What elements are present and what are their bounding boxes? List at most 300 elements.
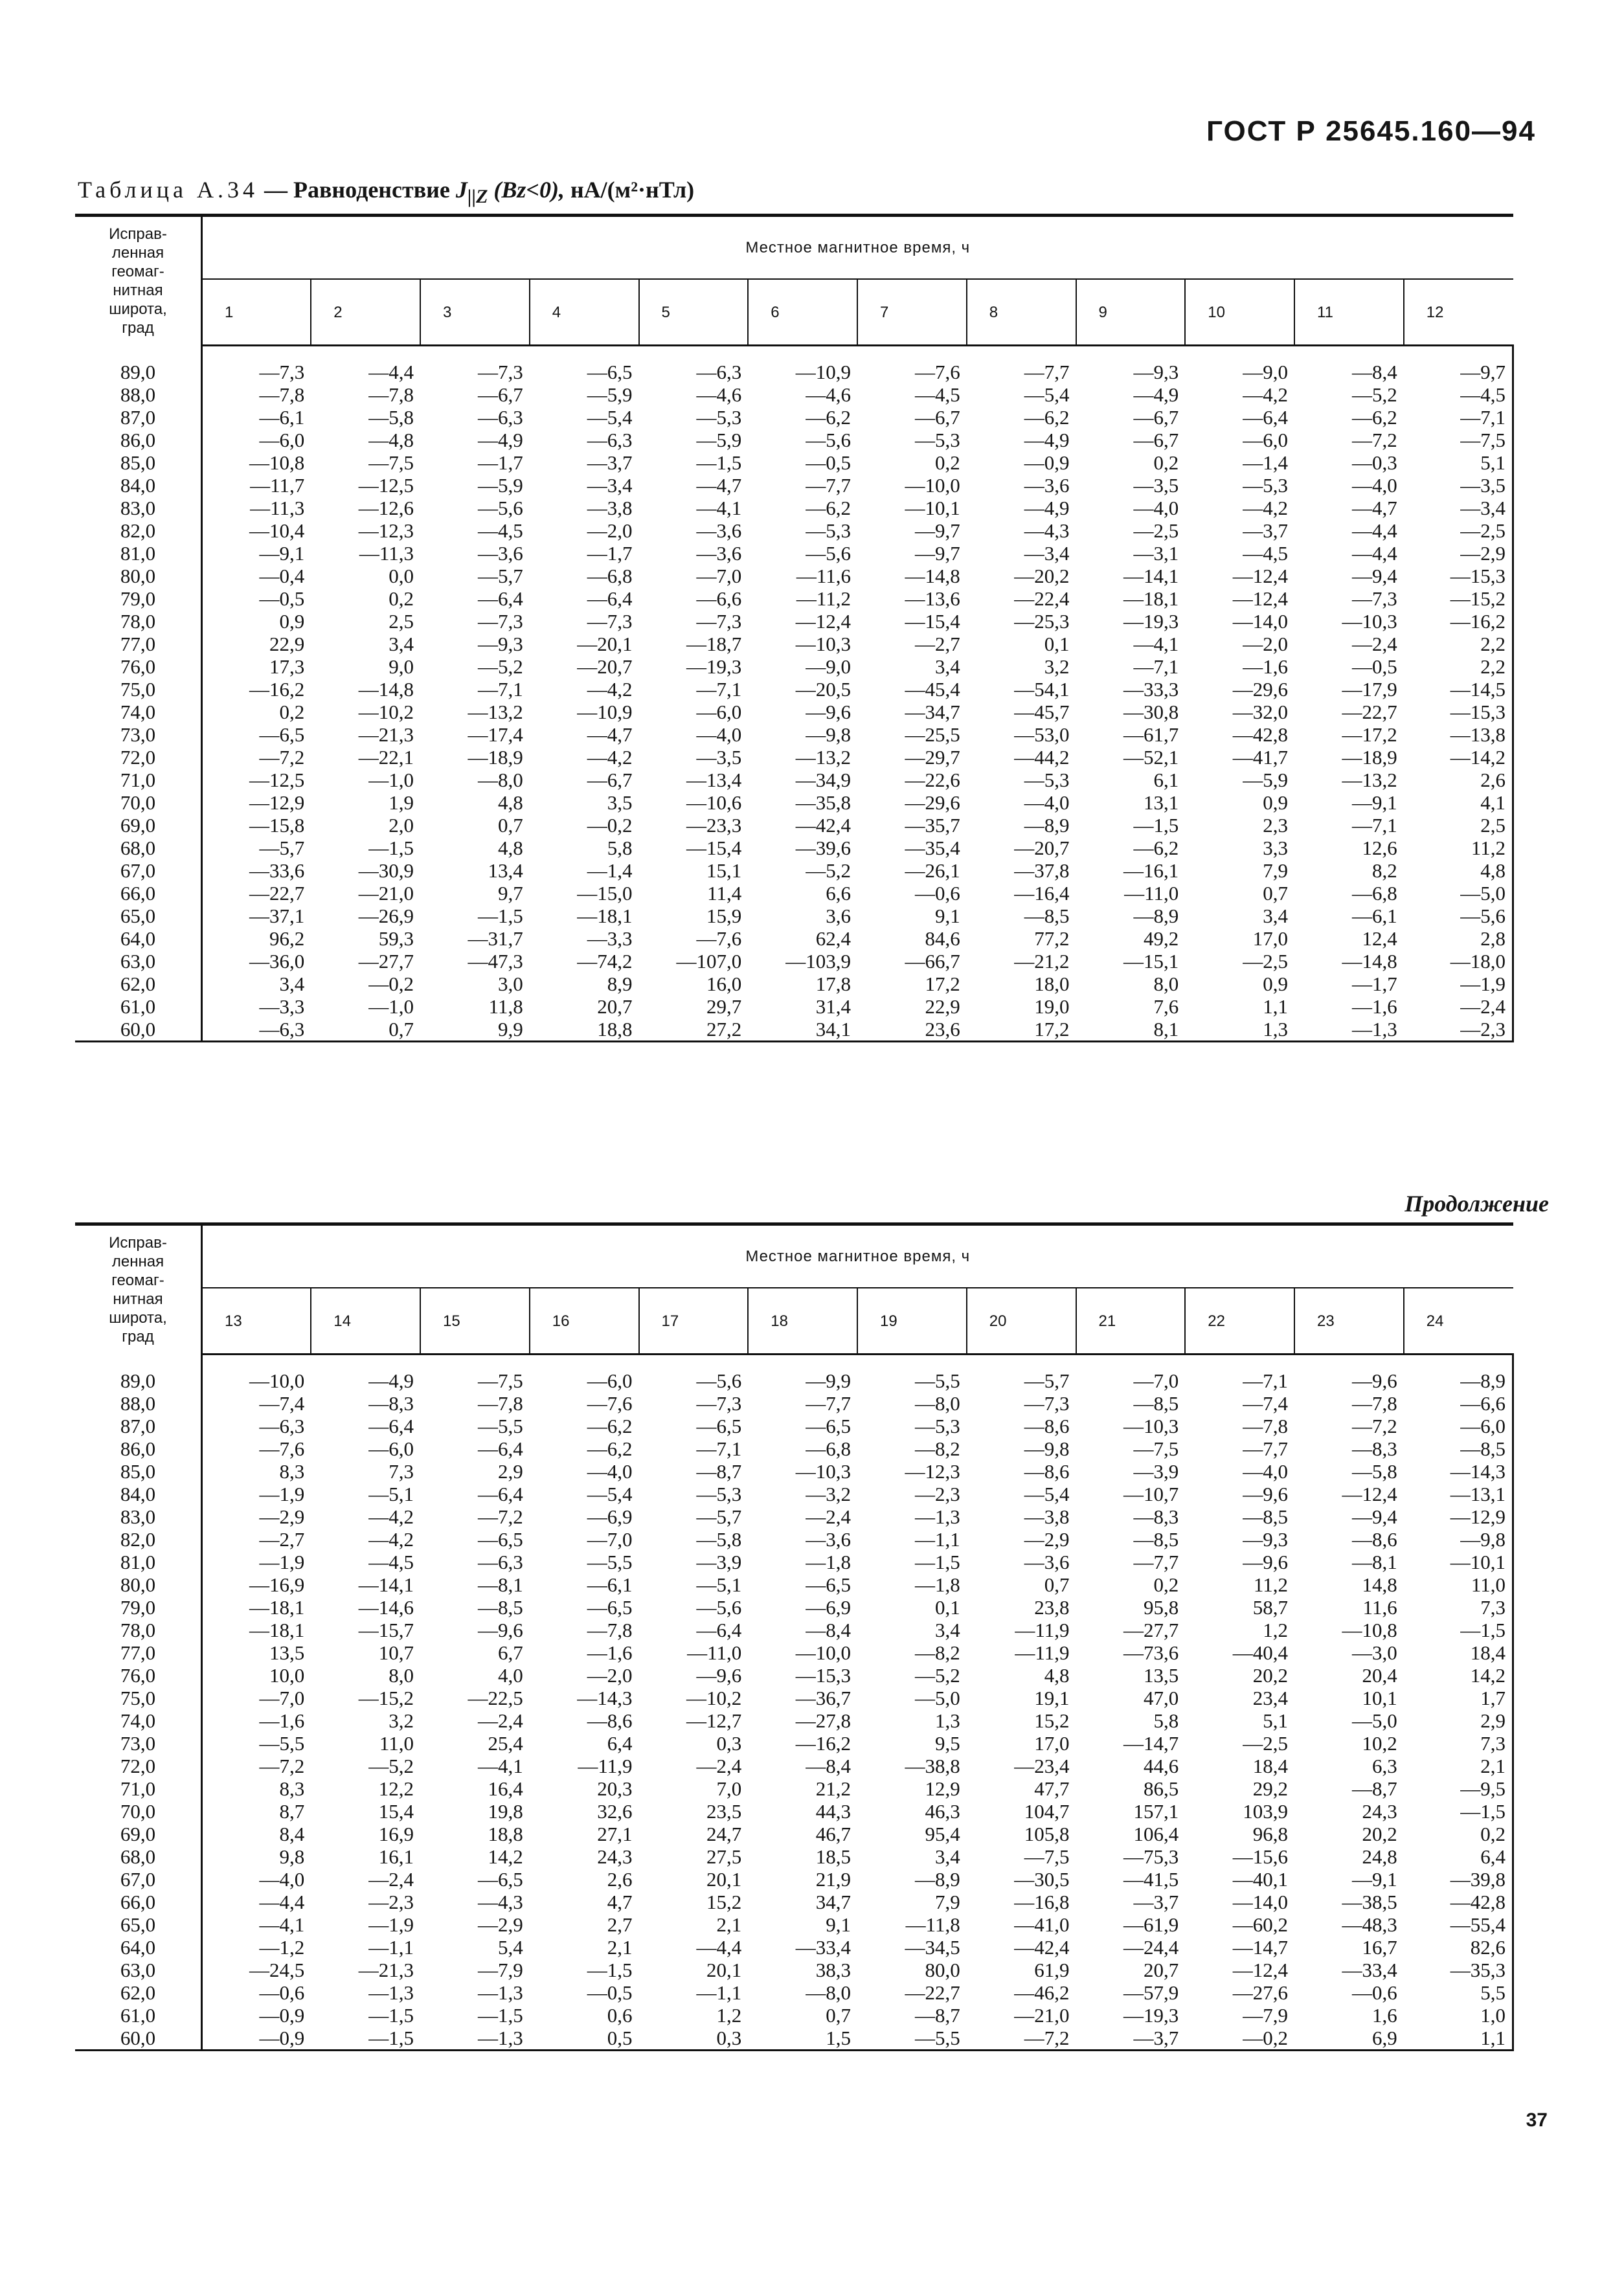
value-cell: 0,2 xyxy=(1153,1573,1179,1596)
value-cell: —2,0 xyxy=(587,519,633,542)
caption-subscript: ||Z xyxy=(467,186,488,208)
value-cell: —5,5 xyxy=(587,1551,633,1573)
value-cell: —2,5 xyxy=(1404,519,1513,542)
value-cell: 4,7 xyxy=(607,1891,633,1913)
value-cell: 9,1 xyxy=(935,905,960,927)
value-cell: —15,4 xyxy=(905,610,960,633)
value-cell: —1,5 xyxy=(915,1551,960,1573)
value-cell: —6,0 xyxy=(1404,1415,1513,1437)
table-row xyxy=(75,1868,1513,1891)
value-cell: —7,5 xyxy=(1133,1437,1179,1460)
continuation-label: Продолжение xyxy=(1404,1191,1549,1217)
value-cell: —8,2 xyxy=(915,1437,960,1460)
value-cell: 0,7 xyxy=(498,814,523,837)
table-row xyxy=(75,1709,1513,1732)
latitude-cell: 74,0 xyxy=(75,701,202,723)
value-cell: —11,0 xyxy=(1124,882,1179,905)
spacer-cell xyxy=(748,1355,857,1370)
table-row xyxy=(75,542,1513,565)
value-cell: —9,1 xyxy=(1352,791,1397,814)
value-cell: 22,9 xyxy=(925,995,960,1018)
value-cell: —11,7 xyxy=(250,474,305,497)
value-cell: 15,9 xyxy=(706,905,742,927)
value-cell: —8,4 xyxy=(1352,361,1397,383)
latitude-cell: 88,0 xyxy=(75,383,202,406)
spacer-cell xyxy=(857,346,967,361)
value-cell: —2,7 xyxy=(259,1528,305,1551)
value-cell: —0,5 xyxy=(259,587,305,610)
value-cell: —8,6 xyxy=(587,1709,633,1732)
value-cell: —22,5 xyxy=(468,1687,523,1709)
value-cell: 5,4 xyxy=(498,1936,523,1959)
value-cell: —4,6 xyxy=(696,383,742,406)
value-cell: —18,1 xyxy=(249,1619,305,1641)
value-cell: 4,8 xyxy=(498,791,523,814)
value-cell: —6,4 xyxy=(587,587,633,610)
value-cell: —9,9 xyxy=(806,1369,851,1392)
value-cell: —7,9 xyxy=(1243,2004,1288,2027)
spacer-cell xyxy=(1076,1355,1186,1370)
value-cell: 1,0 xyxy=(1404,2004,1513,2027)
spacer-cell xyxy=(1185,346,1294,361)
value-cell: 9,1 xyxy=(826,1913,851,1936)
value-cell: 103,9 xyxy=(1243,1800,1288,1823)
value-cell: —10,3 xyxy=(1342,610,1397,633)
value-cell: —7,0 xyxy=(587,1528,633,1551)
value-cell: —7,2 xyxy=(1352,429,1397,451)
value-cell: —6,4 xyxy=(696,1619,742,1641)
value-cell: —7,6 xyxy=(696,927,742,950)
value-cell: —12,5 xyxy=(358,474,414,497)
value-cell: —6,8 xyxy=(1352,882,1397,905)
value-cell: —24,5 xyxy=(249,1959,305,1981)
table-row xyxy=(75,1845,1513,1868)
value-cell: —34,9 xyxy=(795,769,851,791)
value-cell: —3,5 xyxy=(1404,474,1513,497)
value-cell: —5,4 xyxy=(1024,1483,1070,1505)
value-cell: 3,5 xyxy=(607,791,633,814)
value-cell: —25,5 xyxy=(905,723,960,746)
value-cell: —5,2 xyxy=(806,859,851,882)
value-cell: —10,4 xyxy=(249,519,305,542)
table-row xyxy=(75,859,1513,882)
value-cell: —11,3 xyxy=(250,497,305,519)
value-cell: —4,9 xyxy=(1024,429,1070,451)
value-cell: 16,7 xyxy=(1362,1936,1397,1959)
hour-column-header: 2 xyxy=(311,279,420,346)
value-cell: —2,0 xyxy=(1243,633,1288,655)
value-cell: —7,3 xyxy=(1024,1392,1070,1415)
value-cell: 8,0 xyxy=(1153,973,1179,995)
value-cell: 5,1 xyxy=(1263,1709,1288,1732)
spacer-cell xyxy=(639,346,749,361)
value-cell: 2,7 xyxy=(607,1913,633,1936)
value-cell: —45,7 xyxy=(1014,701,1070,723)
value-cell: —11,2 xyxy=(796,587,851,610)
value-cell: —14,2 xyxy=(1404,746,1513,769)
value-cell: 61,9 xyxy=(1034,1959,1070,1981)
value-cell: —8,0 xyxy=(915,1392,960,1415)
spacer-cell xyxy=(202,1355,311,1370)
value-cell: —6,0 xyxy=(259,429,305,451)
spacer-cell xyxy=(1294,346,1404,361)
table-row xyxy=(75,1596,1513,1619)
value-cell: —5,9 xyxy=(696,429,742,451)
value-cell: —1,5 xyxy=(1133,814,1179,837)
value-cell: 1,2 xyxy=(1263,1619,1288,1641)
value-cell: —14,8 xyxy=(358,678,414,701)
value-cell: 7,0 xyxy=(716,1777,742,1800)
value-cell: —1,3 xyxy=(420,2027,530,2051)
value-cell: —12,4 xyxy=(1232,565,1288,587)
latitude-cell: 61,0 xyxy=(75,995,202,1018)
value-cell: —2,5 xyxy=(1243,1732,1288,1755)
latitude-cell: 70,0 xyxy=(75,791,202,814)
local-magnetic-time-header: Местное магнитное время, ч xyxy=(202,1224,1513,1288)
spacer-cell xyxy=(530,1355,639,1370)
value-cell: 80,0 xyxy=(925,1959,960,1981)
caption-symbol: J xyxy=(455,177,468,203)
latitude-cell: 87,0 xyxy=(75,406,202,429)
value-cell: —14,1 xyxy=(1123,565,1179,587)
value-cell: —8,3 xyxy=(1133,1505,1179,1528)
value-cell: —4,3 xyxy=(1024,519,1070,542)
value-cell: 8,0 xyxy=(389,1664,414,1687)
value-cell: —35,4 xyxy=(905,837,960,859)
value-cell: —3,6 xyxy=(806,1528,851,1551)
value-cell: —0,5 xyxy=(587,1981,633,2004)
latitude-cell: 85,0 xyxy=(75,451,202,474)
value-cell: —3,7 xyxy=(1133,1891,1179,1913)
value-cell: —6,0 xyxy=(696,701,742,723)
value-cell: —29,6 xyxy=(905,791,960,814)
value-cell: —3,8 xyxy=(587,497,633,519)
value-cell: —7,2 xyxy=(478,1505,523,1528)
value-cell: —27,7 xyxy=(1123,1619,1179,1641)
value-cell: —21,3 xyxy=(358,1959,414,1981)
value-cell: —1,5 xyxy=(478,905,523,927)
value-cell: —8,5 xyxy=(1133,1528,1179,1551)
value-cell: —9,1 xyxy=(259,542,305,565)
latitude-cell: 65,0 xyxy=(75,905,202,927)
latitude-cell: 62,0 xyxy=(75,973,202,995)
value-cell: —40,1 xyxy=(1232,1868,1288,1891)
value-cell: —13,8 xyxy=(1404,723,1513,746)
value-cell: —4,9 xyxy=(478,429,523,451)
value-cell: —4,3 xyxy=(478,1891,523,1913)
value-cell: —48,3 xyxy=(1342,1913,1397,1936)
value-cell: —47,3 xyxy=(468,950,523,973)
value-cell: —6,5 xyxy=(478,1528,523,1551)
value-cell: —10,2 xyxy=(358,701,414,723)
value-cell: 6,6 xyxy=(826,882,851,905)
latitude-cell: 60,0 xyxy=(75,1018,202,1042)
value-cell: —6,3 xyxy=(202,1018,311,1042)
value-cell: 3,3 xyxy=(1263,837,1288,859)
value-cell: 1,1 xyxy=(1404,2027,1513,2051)
value-cell: —13,1 xyxy=(1404,1483,1513,1505)
value-cell: 34,7 xyxy=(815,1891,851,1913)
value-cell: 1,1 xyxy=(1263,995,1288,1018)
value-cell: 0,7 xyxy=(1044,1573,1070,1596)
value-cell: —21,2 xyxy=(1014,950,1070,973)
value-cell: —6,9 xyxy=(587,1505,633,1528)
value-cell: —9,6 xyxy=(478,1619,523,1641)
value-cell: 4,8 xyxy=(1044,1664,1070,1687)
value-cell: 0,9 xyxy=(1263,791,1288,814)
value-cell: —7,6 xyxy=(915,361,960,383)
latitude-header-line: нитная xyxy=(113,282,163,300)
value-cell: —0,2 xyxy=(1185,2027,1294,2051)
table-row xyxy=(75,1505,1513,1528)
value-cell: —9,8 xyxy=(1404,1528,1513,1551)
latitude-column-header xyxy=(75,1224,202,1355)
value-cell: —3,2 xyxy=(806,1483,851,1505)
value-cell: 24,3 xyxy=(1362,1800,1397,1823)
value-cell: —6,6 xyxy=(1404,1392,1513,1415)
value-cell: —11,8 xyxy=(905,1913,960,1936)
value-cell: 11,0 xyxy=(1404,1573,1513,1596)
value-cell: —4,2 xyxy=(368,1505,414,1528)
table-row xyxy=(75,519,1513,542)
value-cell: —27,7 xyxy=(358,950,414,973)
table-spacer-row xyxy=(75,1355,1513,1370)
value-cell: —5,2 xyxy=(915,1664,960,1687)
table-row xyxy=(75,678,1513,701)
table-caption xyxy=(78,176,694,208)
value-cell: —1,3 xyxy=(368,1981,414,2004)
value-cell: 104,7 xyxy=(1024,1800,1070,1823)
value-cell: —4,1 xyxy=(696,497,742,519)
value-cell: 3,4 xyxy=(935,1619,960,1641)
value-cell: —5,3 xyxy=(806,519,851,542)
value-cell: —16,2 xyxy=(1404,610,1513,633)
value-cell: 95,4 xyxy=(925,1823,960,1845)
value-cell: —9,8 xyxy=(806,723,851,746)
value-cell: —41,5 xyxy=(1123,1868,1179,1891)
value-cell: —20,5 xyxy=(795,678,851,701)
value-cell: 0,7 xyxy=(826,2004,851,2027)
value-cell: —4,4 xyxy=(368,361,414,383)
value-cell: —17,2 xyxy=(1342,723,1397,746)
value-cell: —2,5 xyxy=(1243,950,1288,973)
value-cell: —4,4 xyxy=(259,1891,305,1913)
value-cell: —7,8 xyxy=(587,1619,633,1641)
value-cell: 44,3 xyxy=(815,1800,851,1823)
value-cell: —103,9 xyxy=(785,950,851,973)
value-cell: —4,0 xyxy=(1352,474,1397,497)
value-cell: —8,5 xyxy=(478,1596,523,1619)
value-cell: —12,4 xyxy=(1232,587,1288,610)
value-cell: 10,7 xyxy=(378,1641,414,1664)
value-cell: —7,7 xyxy=(1243,1437,1288,1460)
latitude-header-line: Исправ- xyxy=(109,225,167,243)
latitude-cell: 69,0 xyxy=(75,814,202,837)
value-cell: —4,0 xyxy=(1133,497,1179,519)
hour-column-header: 18 xyxy=(748,1288,857,1355)
value-cell: —1,7 xyxy=(478,451,523,474)
value-cell: 29,7 xyxy=(706,995,742,1018)
value-cell: —4,4 xyxy=(696,1936,742,1959)
value-cell: —33,6 xyxy=(249,859,305,882)
table-row xyxy=(75,1823,1513,1845)
value-cell: —3,5 xyxy=(1133,474,1179,497)
value-cell: —3,5 xyxy=(696,746,742,769)
value-cell: —0,9 xyxy=(259,2004,305,2027)
value-cell: —3,7 xyxy=(1243,519,1288,542)
value-cell: —6,8 xyxy=(806,1437,851,1460)
latitude-cell: 63,0 xyxy=(75,950,202,973)
value-cell: —15,2 xyxy=(1404,587,1513,610)
value-cell: —7,8 xyxy=(1352,1392,1397,1415)
spacer-cell xyxy=(311,346,420,361)
value-cell: —6,3 xyxy=(587,429,633,451)
value-cell: 0,1 xyxy=(1044,633,1070,655)
value-cell: —1,5 xyxy=(1404,1619,1513,1641)
hour-column-header: 15 xyxy=(420,1288,530,1355)
value-cell: 0,9 xyxy=(1263,973,1288,995)
value-cell: —6,7 xyxy=(1133,429,1179,451)
value-cell: —0,3 xyxy=(1352,451,1397,474)
value-cell: 5,5 xyxy=(1404,1981,1513,2004)
value-cell: 84,6 xyxy=(925,927,960,950)
value-cell: 0,1 xyxy=(935,1596,960,1619)
value-cell: —6,2 xyxy=(1352,406,1397,429)
value-cell: —7,7 xyxy=(1133,1551,1179,1573)
value-cell: —6,3 xyxy=(478,406,523,429)
value-cell: —14,3 xyxy=(577,1687,633,1709)
value-cell: 6,7 xyxy=(498,1641,523,1664)
value-cell: —7,5 xyxy=(1024,1845,1070,1868)
value-cell: 6,4 xyxy=(607,1732,633,1755)
table-row xyxy=(75,1619,1513,1641)
value-cell: 9,5 xyxy=(935,1732,960,1755)
value-cell: —42,4 xyxy=(1014,1936,1070,1959)
value-cell: —7,3 xyxy=(478,361,523,383)
value-cell: 10,0 xyxy=(269,1664,305,1687)
value-cell: —6,0 xyxy=(587,1369,633,1392)
table-row xyxy=(75,633,1513,655)
table-row xyxy=(75,451,1513,474)
value-cell: 24,7 xyxy=(706,1823,742,1845)
value-cell: 20,1 xyxy=(706,1959,742,1981)
table-row xyxy=(75,497,1513,519)
value-cell: 18,5 xyxy=(815,1845,851,1868)
value-cell: —4,2 xyxy=(587,746,633,769)
value-cell: —12,7 xyxy=(686,1709,742,1732)
value-cell: 1,7 xyxy=(1404,1687,1513,1709)
value-cell: —14,0 xyxy=(1232,1891,1288,1913)
value-cell: 2,6 xyxy=(607,1868,633,1891)
value-cell: —7,1 xyxy=(1352,814,1397,837)
value-cell: 12,2 xyxy=(378,1777,414,1800)
hour-column-header: 21 xyxy=(1076,1288,1186,1355)
value-cell: —7,3 xyxy=(1352,587,1397,610)
data-table-hours-1-12 xyxy=(75,214,1514,1042)
value-cell: —61,7 xyxy=(1123,723,1179,746)
value-cell: —2,0 xyxy=(587,1664,633,1687)
latitude-cell: 76,0 xyxy=(75,655,202,678)
latitude-cell: 64,0 xyxy=(75,1936,202,1959)
value-cell: —66,7 xyxy=(905,950,960,973)
value-cell: —14,0 xyxy=(1232,610,1288,633)
spacer-cell xyxy=(1404,1355,1513,1370)
value-cell: —38,5 xyxy=(1342,1891,1397,1913)
value-cell: —29,6 xyxy=(1232,678,1288,701)
value-cell: 2,8 xyxy=(1404,927,1513,950)
value-cell: 18,8 xyxy=(488,1823,523,1845)
value-cell: —14,6 xyxy=(358,1596,414,1619)
table-spacer-row xyxy=(75,346,1513,361)
value-cell: —12,6 xyxy=(358,497,414,519)
value-cell: —2,4 xyxy=(806,1505,851,1528)
value-cell: —6,4 xyxy=(368,1415,414,1437)
value-cell: —8,4 xyxy=(806,1755,851,1777)
value-cell: —4,2 xyxy=(587,678,633,701)
value-cell: 3,6 xyxy=(826,905,851,927)
spacer-cell xyxy=(1076,346,1186,361)
value-cell: —7,2 xyxy=(259,1755,305,1777)
value-cell: —8,1 xyxy=(1352,1551,1397,1573)
value-cell: —55,4 xyxy=(1404,1913,1513,1936)
value-cell: —9,7 xyxy=(1404,361,1513,383)
value-cell: —6,5 xyxy=(259,723,305,746)
value-cell: 1,5 xyxy=(748,2027,857,2051)
value-cell: —7,4 xyxy=(259,1392,305,1415)
latitude-cell: 73,0 xyxy=(75,723,202,746)
value-cell: —9,6 xyxy=(696,1664,742,1687)
value-cell: —9,6 xyxy=(1243,1483,1288,1505)
table-row xyxy=(75,429,1513,451)
value-cell: —10,9 xyxy=(795,361,851,383)
latitude-cell: 79,0 xyxy=(75,1596,202,1619)
value-cell: —9,6 xyxy=(1352,1369,1397,1392)
value-cell: —3,6 xyxy=(478,542,523,565)
value-cell: —8,9 xyxy=(1133,905,1179,927)
value-cell: —12,4 xyxy=(1342,1483,1397,1505)
value-cell: —14,5 xyxy=(1404,678,1513,701)
value-cell: 19,0 xyxy=(1034,995,1070,1018)
latitude-cell: 89,0 xyxy=(75,1369,202,1392)
value-cell: 24,3 xyxy=(597,1845,633,1868)
value-cell: 7,9 xyxy=(935,1891,960,1913)
value-cell: —22,7 xyxy=(905,1981,960,2004)
value-cell: —2,5 xyxy=(1133,519,1179,542)
value-cell: —2,3 xyxy=(1404,1018,1513,1042)
hour-column-header: 11 xyxy=(1294,279,1404,346)
value-cell: —15,3 xyxy=(795,1664,851,1687)
value-cell: —6,7 xyxy=(478,383,523,406)
table-row xyxy=(75,1460,1513,1483)
spacer-cell xyxy=(1404,346,1513,361)
value-cell: —4,5 xyxy=(368,1551,414,1573)
value-cell: —14,7 xyxy=(1123,1732,1179,1755)
value-cell: —15,2 xyxy=(358,1687,414,1709)
table-row xyxy=(75,1573,1513,1596)
value-cell: —10,7 xyxy=(1123,1483,1179,1505)
value-cell: —8,7 xyxy=(915,2004,960,2027)
value-cell: 4,8 xyxy=(1404,859,1513,882)
page-number: 37 xyxy=(1526,2109,1548,2131)
value-cell: —11,3 xyxy=(359,542,414,565)
value-cell: —7,4 xyxy=(1243,1392,1288,1415)
value-cell: —5,2 xyxy=(1352,383,1397,406)
caption-units: нА/(м²·нТл) xyxy=(570,177,695,203)
table-row xyxy=(75,406,1513,429)
value-cell: 20,1 xyxy=(706,1868,742,1891)
table-row xyxy=(75,882,1513,905)
caption-condition: (Bz<0), xyxy=(493,177,565,203)
